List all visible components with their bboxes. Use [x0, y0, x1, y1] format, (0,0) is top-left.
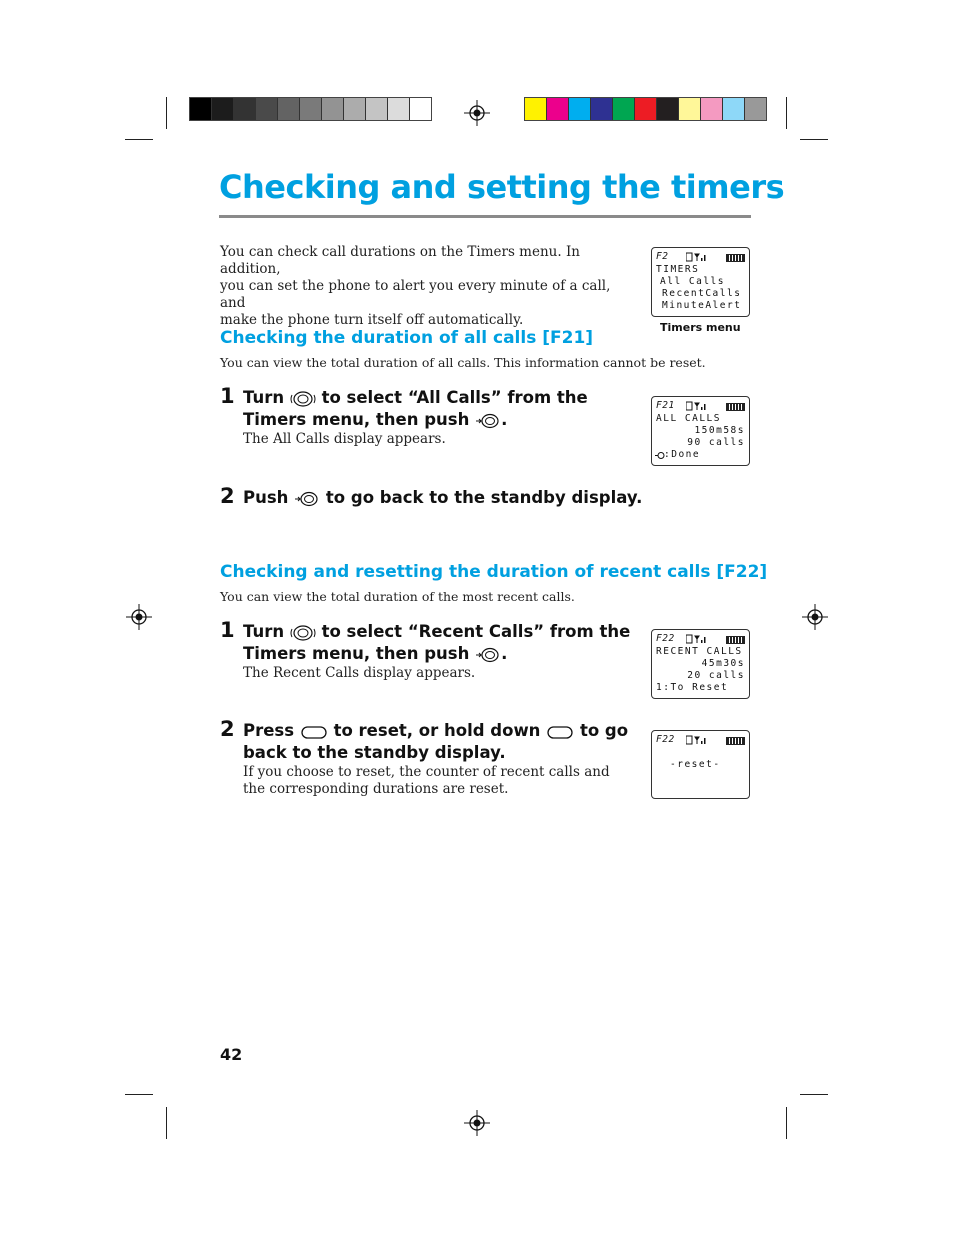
display-row: 20 calls [687, 670, 745, 681]
color-swatch [190, 98, 212, 120]
color-swatch [525, 98, 547, 120]
display-row: -reset- [670, 759, 721, 770]
color-swatch [613, 98, 635, 120]
crop-mark [800, 139, 828, 140]
crop-mark [125, 1094, 153, 1095]
step-text: to select “Recent Calls” from the [321, 622, 631, 641]
reset-display [651, 730, 750, 799]
color-calibration-bar [524, 97, 767, 121]
jog-dial-icon [290, 624, 316, 642]
oval-key-icon [300, 724, 328, 740]
step-number: 2 [220, 484, 235, 508]
display-code: F22 [656, 734, 675, 745]
jog-dial-icon [290, 390, 316, 408]
crop-mark [166, 97, 167, 129]
color-swatch [635, 98, 657, 120]
step-instruction [243, 487, 643, 509]
intro-line: make the phone turn itself off automatically. [220, 312, 524, 328]
step-instruction [243, 387, 623, 448]
display-row: 45m30s [701, 658, 745, 669]
battery-icon [726, 403, 745, 411]
recent-calls-display [651, 629, 750, 699]
color-swatch [278, 98, 300, 120]
step-text: Turn [243, 388, 285, 407]
section-description: You can view the total duration of the most recent calls. [220, 589, 575, 604]
color-swatch [679, 98, 701, 120]
jog-push-icon [294, 490, 320, 508]
intro-line: You can check call durations on the Timers menu. In addition, [220, 244, 580, 277]
page-title: Checking and setting the timers [219, 168, 785, 206]
display-row: 150m58s [694, 425, 745, 436]
step-note [243, 764, 638, 798]
display-code: F21 [656, 400, 675, 411]
color-swatch [745, 98, 766, 120]
step-text: Press [243, 721, 295, 740]
registration-mark-icon [802, 604, 828, 630]
antenna-signal-icon [686, 634, 708, 644]
color-swatch [388, 98, 410, 120]
step-text: to go back to the standby display. [325, 488, 643, 507]
battery-icon [726, 254, 745, 262]
display-row: :Done [664, 449, 701, 460]
color-swatch [344, 98, 366, 120]
grayscale-calibration-bar [189, 97, 432, 121]
battery-icon [726, 636, 745, 644]
color-swatch [410, 98, 431, 120]
display-caption: Timers menu [660, 321, 741, 334]
display-row: All Calls [660, 276, 725, 287]
display-row: 90 calls [687, 437, 745, 448]
color-swatch [569, 98, 591, 120]
crop-mark [786, 1107, 787, 1139]
intro-text [220, 244, 620, 329]
step-instruction [243, 720, 638, 798]
registration-mark-icon [464, 1110, 490, 1136]
color-swatch [322, 98, 344, 120]
display-row: MinuteAlert [662, 300, 742, 311]
jog-push-icon [655, 451, 665, 460]
step-note-line: If you choose to reset, the counter of recent calls and [243, 764, 610, 780]
title-rule [219, 215, 751, 218]
display-row: ALL CALLS [656, 413, 721, 424]
step-text: Timers menu, then push [243, 410, 470, 429]
display-row: TIMERS [656, 264, 700, 275]
color-swatch [366, 98, 388, 120]
step-text: back to the standby display. [243, 743, 506, 762]
color-swatch [212, 98, 234, 120]
step-text: Push [243, 488, 289, 507]
step-text: to go [579, 721, 629, 740]
display-code: F22 [656, 633, 675, 644]
jog-push-icon [475, 412, 501, 430]
step-note: The All Calls display appears. [243, 431, 446, 447]
crop-mark [125, 139, 153, 140]
oval-key-icon [546, 724, 574, 740]
all-calls-display [651, 396, 750, 466]
battery-icon [726, 737, 745, 745]
color-swatch [591, 98, 613, 120]
crop-mark [786, 97, 787, 129]
step-text: to select “All Calls” from the [321, 388, 588, 407]
registration-mark-icon [126, 604, 152, 630]
step-note-line: the corresponding durations are reset. [243, 781, 509, 797]
display-row: RECENT CALLS [656, 646, 743, 657]
step-number: 1 [220, 384, 235, 408]
antenna-signal-icon [686, 401, 708, 411]
step-text: Timers menu, then push [243, 644, 470, 663]
color-swatch [701, 98, 723, 120]
color-swatch [723, 98, 745, 120]
color-swatch [256, 98, 278, 120]
step-text: to reset, or hold down [333, 721, 541, 740]
section-description: You can view the total duration of all calls. This information cannot be reset. [220, 355, 706, 370]
step-number: 1 [220, 618, 235, 642]
step-note: The Recent Calls display appears. [243, 665, 476, 681]
section-heading: Checking and resetting the duration of recent calls [F22] [220, 562, 768, 582]
color-swatch [234, 98, 256, 120]
registration-mark-icon [464, 100, 490, 126]
crop-mark [800, 1094, 828, 1095]
antenna-signal-icon [686, 252, 708, 262]
step-text: Turn [243, 622, 285, 641]
step-number: 2 [220, 717, 235, 741]
step-instruction [243, 621, 633, 682]
page-number: 42 [220, 1045, 243, 1064]
display-row: RecentCalls [662, 288, 742, 299]
jog-push-icon [475, 646, 501, 664]
crop-mark [166, 1107, 167, 1139]
color-swatch [657, 98, 679, 120]
color-swatch [547, 98, 569, 120]
step-text: . [501, 410, 508, 429]
antenna-signal-icon [686, 735, 708, 745]
display-row: 1:To Reset [656, 682, 729, 693]
step-text: . [501, 644, 508, 663]
intro-line: you can set the phone to alert you every minute of a call, and [220, 278, 611, 311]
section-heading: Checking the duration of all calls [F21] [220, 328, 594, 348]
display-code: F2 [656, 251, 669, 262]
color-swatch [300, 98, 322, 120]
timers-menu-display [651, 247, 750, 317]
